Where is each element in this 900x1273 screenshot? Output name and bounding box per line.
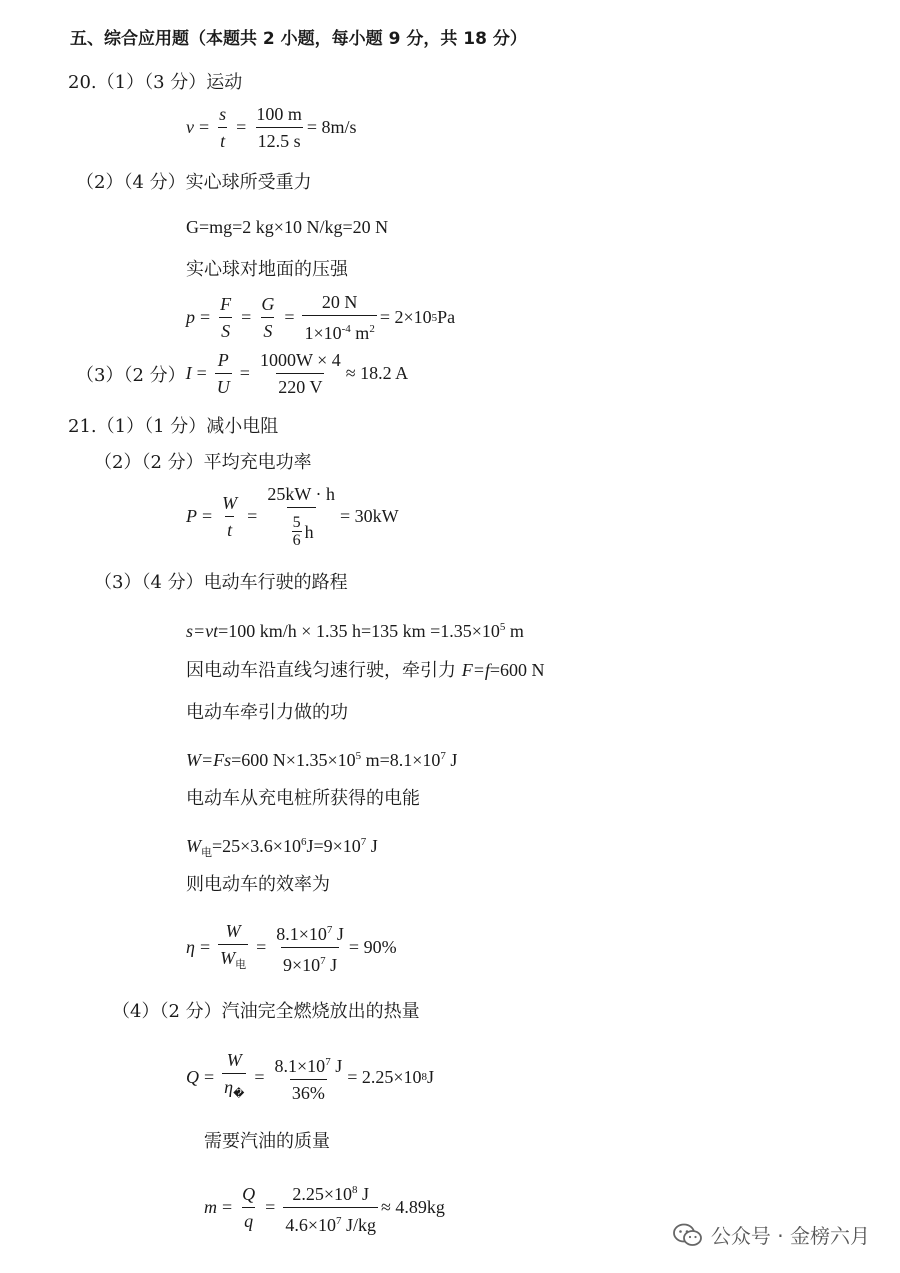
- wechat-icon: [673, 1223, 703, 1247]
- q21-part1-label: 21.（1）（1 分）减小电阻: [68, 416, 279, 437]
- q21-part3-label: （3）（4 分）电动车行驶的路程: [94, 572, 348, 593]
- q20-part1-label: 20.（1）（3 分）运动: [68, 72, 243, 93]
- efficiency-text: 则电动车的效率为: [186, 874, 330, 895]
- eq1-fraction2: $\frac{100 m}{12.5 s}$: [256, 104, 302, 151]
- work-text: 电动车牵引力做的功: [186, 702, 348, 723]
- eq1-equals: =: [199, 117, 210, 137]
- current-equation: （3）（2 分） I = $\frac{P}{U}$ = $\frac{1000W \times 4}{220 V}$ ≈ 18.2 A: [76, 350, 409, 397]
- heat-equation: Q = $\frac{W}{\eta_�}$ = $\frac{8.1\times 10^7 J}{36\%}$ = 2.25×10 8 J: [186, 1050, 435, 1103]
- eq1-result: = 8m/s: [306, 117, 357, 137]
- uniform-line: 因电动车沿直线匀速行驶，牵引力 F=f=600 N: [186, 660, 545, 681]
- mass-text: 需要汽油的质量: [204, 1131, 330, 1152]
- eq1-fraction1: $\frac{s}{t}$: [219, 104, 227, 151]
- eq1-lhs: v: [186, 117, 194, 137]
- q21-part2-label: （2）（2 分）平均充电功率: [94, 452, 312, 473]
- pressure-text: 实心球对地面的压强: [186, 259, 348, 280]
- energy-line: $W_电=25\times 3.6\times 10^6J=9\times 10^7$ J: [186, 836, 378, 859]
- power-equation: P = $\frac{W}{t}$ = 25kW · h $\frac{5}{6}$ h = 30kW: [186, 484, 399, 549]
- pressure-equation: p = $\frac{F}{S}$ = $\frac{G}{S}$ = $\frac{20 N}{1\times 10^{-4} m^2}$ = 2×10 5 Pa: [186, 292, 456, 343]
- energy-text: 电动车从充电桩所获得的电能: [186, 788, 420, 809]
- watermark-text: 公众号 · 金榜六月: [710, 1224, 870, 1248]
- efficiency-equation: η = $\frac{W}{W_电}$ = $\frac{8.1\times 10^7 J}{9\times 10^7 J}$ = 90%: [186, 920, 397, 975]
- section-title: 五、综合应用题（本题共 2 小题，每小题 9 分，共 18 分）: [70, 29, 527, 49]
- mass-equation: m = $\frac{Q}{q}$ = $\frac{2.25\times 10^8 J}{4.6\times 10^7 J/kg}$ ≈ 4.89kg: [204, 1184, 445, 1235]
- gravity-line: G=mg=2 kg×10 N/kg=20 N: [186, 217, 389, 237]
- q20-part2-label: （2）（4 分）实心球所受重力: [76, 172, 312, 193]
- velocity-equation: v = $\frac{s}{t}$ = $\frac{100 m}{12.5 s}$ = 8m/s: [186, 104, 357, 151]
- q21-part4-label: （4）（2 分）汽油完全燃烧放出的热量: [112, 1001, 420, 1022]
- work-line: W=Fs=600 $N\times 1.35\times 10^5$ $m=8.1\times 10^7$ J: [186, 750, 458, 770]
- distance-line: s=vt=100 km/h × 1.35 h=135 km $=1.35\times 10^5$ m: [186, 621, 524, 641]
- watermark: [673, 1220, 870, 1249]
